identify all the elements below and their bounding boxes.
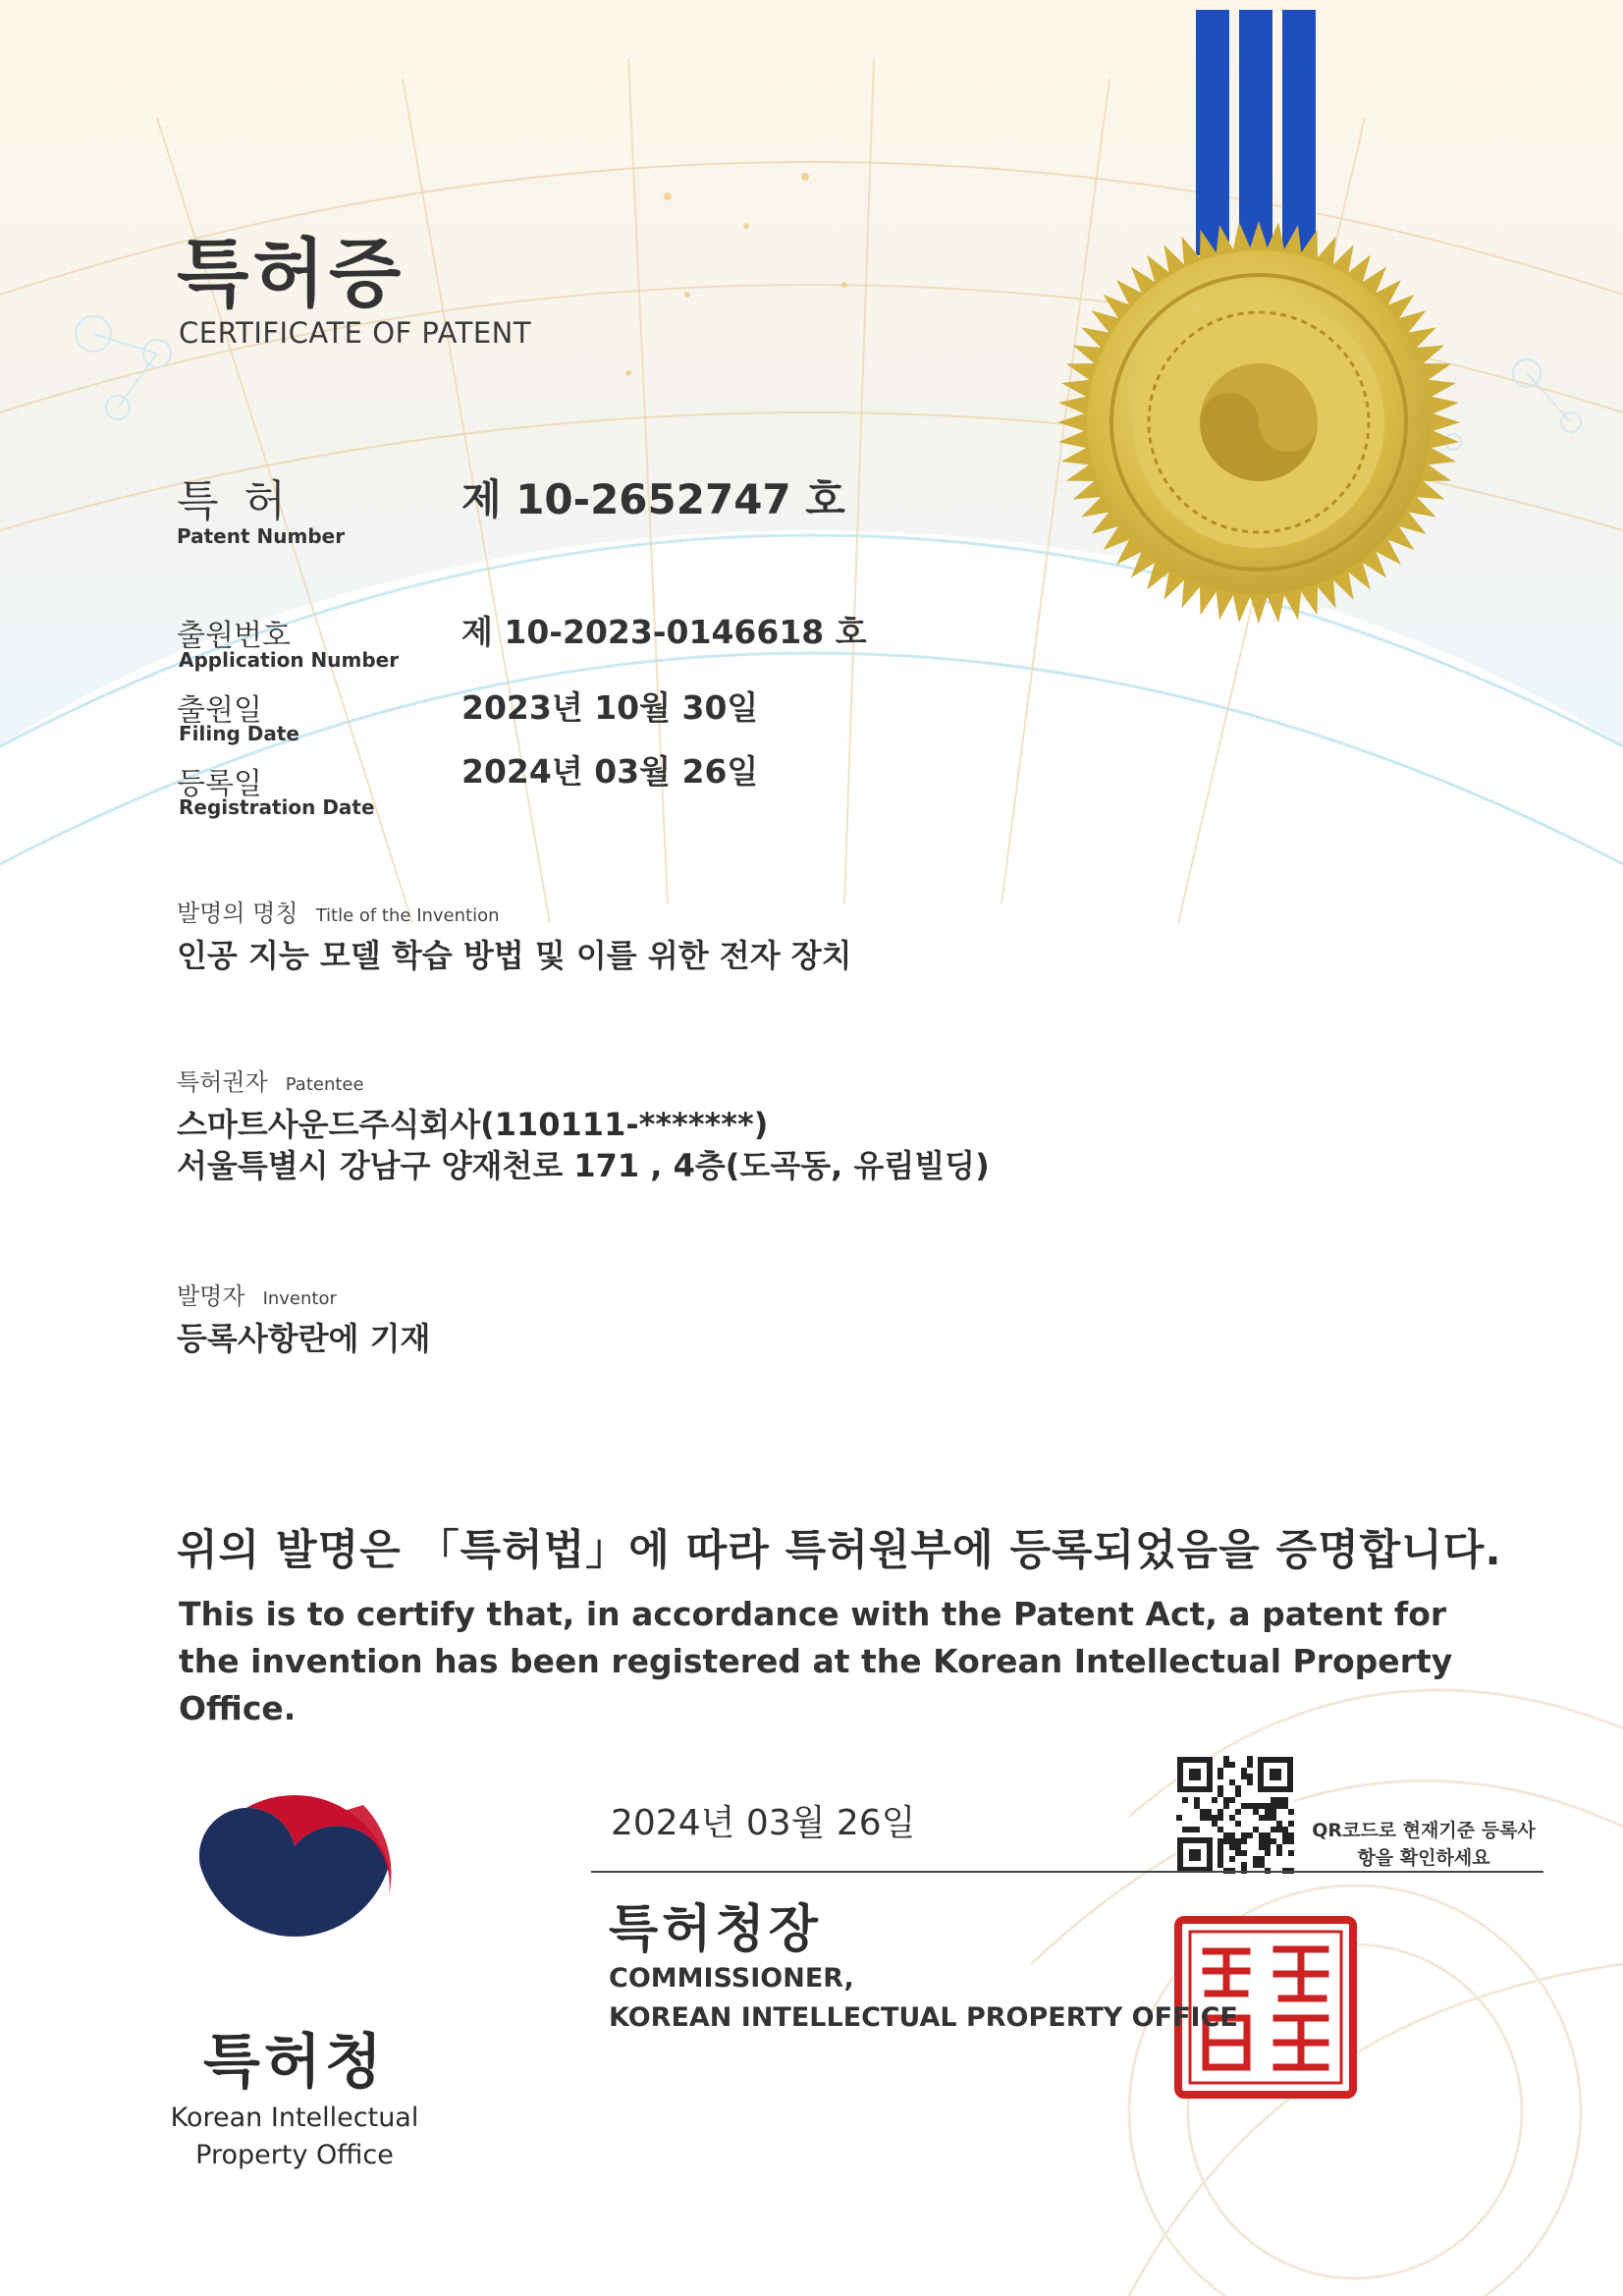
patent-number-value: 제 10-2652747 호	[461, 475, 845, 523]
registration-date-value: 2024년 03월 26일	[461, 752, 759, 791]
patentee-address: 서울특별시 강남구 양재천로 171 , 4층(도곡동, 유림빌딩)	[177, 1147, 990, 1184]
invention-title-label-en: Title of the Invention	[315, 905, 500, 926]
patent-number-label-en: Patent Number	[177, 524, 346, 548]
application-number-label: 출원번호	[177, 619, 291, 653]
issue-date: 2024년 03월 26일	[611, 1803, 916, 1843]
filing-date-label: 출원일	[177, 693, 262, 728]
patentee-heading	[177, 1063, 364, 1097]
patentee-label: 특허권자	[177, 1068, 268, 1096]
invention-title-label: 발명의 명칭	[177, 900, 298, 927]
registration-date-label: 등록일	[177, 767, 262, 801]
blue-ribbon	[1196, 10, 1316, 255]
office-name-en: Korean Intellectual Property Office	[170, 2103, 419, 2170]
commissioner-title-en	[609, 1959, 1296, 2038]
application-number-label-en: Application Number	[179, 648, 400, 672]
qr-code-icon	[1176, 1756, 1294, 1874]
commissioner-title-en-line2: KOREAN INTELLECTUAL PROPERTY OFFICE	[609, 2002, 1238, 2033]
inventor-label: 발명자	[177, 1283, 245, 1310]
filing-date-label-en: Filing Date	[179, 722, 299, 745]
application-number-value: 제 10-2023-0146618 호	[461, 613, 867, 651]
inventor-label-en: Inventor	[262, 1288, 337, 1309]
filing-date-value: 2023년 10월 30일	[461, 688, 759, 727]
kipo-emblem-icon	[196, 1777, 393, 1974]
certification-statement-en: This is to certify that, in accordance with the Patent Act, a patent for the invention has been registered at the Korean Intellectual Property Office.	[179, 1595, 1453, 1727]
patent-number-label: 특 허	[177, 476, 292, 526]
patentee-name: 스마트사운드주식회사(110111-*******)	[177, 1106, 769, 1143]
inventor-heading	[177, 1277, 337, 1311]
office-name-ko: 특허청	[203, 2028, 386, 2097]
page-title: 특허증	[177, 230, 406, 317]
patentee-label-en: Patentee	[285, 1074, 364, 1095]
invention-title-value: 인공 지능 모델 학습 방법 및 이를 위한 전자 장치	[177, 937, 852, 974]
invention-title-heading	[177, 894, 500, 928]
page-subtitle: CERTIFICATE OF PATENT	[179, 316, 532, 350]
inventor-value: 등록사항란에 기재	[177, 1320, 431, 1357]
certification-statement-ko: 위의 발명은 「특허법」에 따라 특허원부에 등록되었음을 증명합니다.	[177, 1526, 1502, 1575]
commissioner-title-ko: 특허청장	[609, 1900, 822, 1959]
commissioner-title-en-line1: COMMISSIONER,	[609, 1963, 854, 1994]
gold-seal-icon	[1057, 221, 1460, 624]
registration-date-label-en: Registration Date	[179, 795, 375, 819]
qr-code-note: QR코드로 현재기준 등록사항을 확인하세요	[1312, 1820, 1536, 1869]
